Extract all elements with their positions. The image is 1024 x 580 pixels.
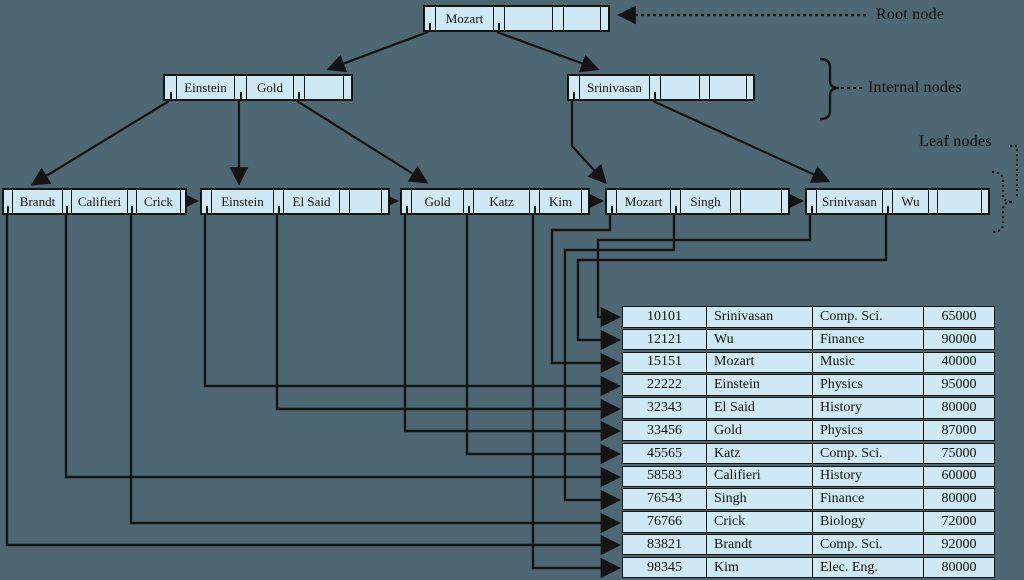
record-name: Kim — [707, 558, 813, 578]
pointer-cell — [181, 190, 185, 213]
root-node — [423, 5, 610, 32]
arrow-root-to-internal1 — [329, 32, 428, 69]
record-salary: 65000 — [941, 308, 977, 324]
pointer-tick — [611, 206, 613, 213]
pointer-cell — [235, 76, 247, 99]
leaf-node-gold — [400, 188, 590, 215]
pointer-cell — [807, 190, 817, 213]
arrow-internal2-to-leaf4 — [572, 101, 605, 182]
key-cell: Mozart — [617, 190, 671, 213]
pointer-tick — [278, 206, 280, 213]
record-dept: Comp. Sci. — [813, 307, 924, 327]
record-salary: 80000 — [941, 491, 977, 507]
record-id: 15151 — [623, 353, 707, 373]
record-row — [622, 511, 995, 533]
arrow-internal1-to-leaf3 — [297, 101, 426, 182]
record-row — [622, 352, 995, 374]
record-row — [622, 443, 995, 465]
pointer-cell — [582, 190, 588, 213]
record-salary: 75000 — [941, 445, 977, 461]
record-dept: Music — [813, 353, 924, 373]
record-name: El Said — [707, 398, 813, 418]
record-name: Brandt — [707, 535, 813, 555]
record-id: 83821 — [623, 535, 707, 555]
arrow-kim-record — [533, 215, 618, 568]
record-id: 45565 — [623, 444, 707, 464]
pointer-tick — [429, 23, 431, 30]
arrow-gold-record — [405, 215, 618, 431]
record-id: 12121 — [623, 330, 707, 350]
pointer-cell — [202, 190, 212, 213]
pointer-cell — [494, 7, 505, 30]
pointer-cell — [607, 190, 617, 213]
record-salary: 90000 — [941, 331, 977, 347]
pointer-tick — [811, 206, 813, 213]
leaf-node-srinivasan — [805, 188, 990, 215]
key-cell — [661, 76, 700, 99]
record-name: Crick — [707, 512, 813, 532]
pointer-cell — [464, 190, 474, 213]
record-row — [622, 466, 995, 488]
pointer-cell — [929, 190, 938, 213]
record-dept: Comp. Sci. — [813, 535, 924, 555]
key-cell: Gold — [412, 190, 464, 213]
record-id: 76543 — [623, 489, 707, 509]
key-cell: Kim — [540, 190, 582, 213]
record-row — [622, 488, 995, 510]
record-salary: 60000 — [941, 468, 977, 484]
record-row — [622, 397, 995, 419]
key-cell: El Said — [284, 190, 340, 213]
instructor-table — [622, 306, 995, 580]
pointer-tick — [206, 206, 208, 213]
pointer-cell — [530, 190, 540, 213]
pointer-cell — [700, 76, 710, 99]
pointer-cell — [165, 76, 177, 99]
pointer-tick — [170, 92, 172, 99]
record-salary: 87000 — [941, 422, 977, 438]
record-salary: 80000 — [941, 399, 977, 415]
record-row — [622, 306, 995, 328]
key-cell: Wu — [893, 190, 929, 213]
key-cell — [938, 190, 982, 213]
internal-nodes-label: Internal nodes — [868, 79, 962, 96]
pointer-cell — [294, 76, 305, 99]
record-salary: 40000 — [941, 354, 977, 370]
record-dept: Finance — [813, 489, 924, 509]
pointer-cell — [569, 76, 580, 99]
record-id: 98345 — [623, 558, 707, 578]
pointer-tick — [573, 92, 575, 99]
pointer-tick — [7, 206, 9, 213]
key-cell: Crick — [137, 190, 181, 213]
arrow-srinivasan-record — [598, 215, 810, 317]
pointer-tick — [406, 206, 408, 213]
key-cell: Einstein — [212, 190, 274, 213]
key-cell: Gold — [247, 76, 294, 99]
record-name: Einstein — [707, 375, 813, 395]
pointer-cell — [128, 190, 137, 213]
pointer-cell — [344, 76, 351, 99]
pointer-cell — [340, 190, 350, 213]
pointer-tick — [887, 206, 889, 213]
key-cell: Brandt — [13, 190, 63, 213]
arrow-elsaid-record — [277, 215, 618, 409]
internal-node-srinivasan — [567, 74, 755, 101]
record-name: Gold — [707, 421, 813, 441]
key-cell — [564, 7, 601, 30]
record-dept: Physics — [813, 421, 924, 441]
pointer-cell — [382, 190, 388, 213]
root-node-label: Root node — [876, 6, 945, 23]
leaf-nodes-label: Leaf nodes — [919, 133, 992, 150]
key-cell: Einstein — [177, 76, 235, 99]
leaf-node-brandt — [2, 188, 187, 215]
key-cell: Singh — [681, 190, 731, 213]
pointer-tick — [240, 92, 242, 99]
leaf-node-einstein — [200, 188, 390, 215]
record-dept: Finance — [813, 330, 924, 350]
record-name: Wu — [707, 330, 813, 350]
leaf-label-dash — [1010, 146, 1017, 196]
pointer-cell — [402, 190, 412, 213]
key-cell: Srinivasan — [817, 190, 883, 213]
key-cell — [305, 76, 344, 99]
pointer-tick — [675, 206, 677, 213]
pointer-cell — [782, 190, 788, 213]
record-id: 33456 — [623, 421, 707, 441]
record-row — [622, 374, 995, 396]
pointer-cell — [747, 76, 753, 99]
pointer-tick — [654, 92, 656, 99]
record-name: Srinivasan — [707, 307, 813, 327]
record-dept: History — [813, 467, 924, 487]
pointer-cell — [274, 190, 284, 213]
arrow-internal2-to-leaf5 — [653, 101, 828, 181]
record-dept: Comp. Sci. — [813, 444, 924, 464]
key-cell: Califieri — [72, 190, 128, 213]
record-name: Califieri — [707, 467, 813, 487]
arrow-einstein-record — [205, 215, 618, 386]
pointer-tick — [498, 23, 500, 30]
record-id: 10101 — [623, 307, 707, 327]
record-id: 58583 — [623, 467, 707, 487]
pointer-tick — [66, 206, 68, 213]
pointer-tick — [534, 206, 536, 213]
key-cell — [741, 190, 782, 213]
pointer-cell — [731, 190, 741, 213]
record-dept: Elec. Eng. — [813, 558, 924, 578]
record-name: Katz — [707, 444, 813, 464]
record-row — [622, 329, 995, 351]
key-cell: Katz — [474, 190, 530, 213]
internal-node-einstein-gold — [163, 74, 353, 101]
record-dept: Physics — [813, 375, 924, 395]
key-cell — [505, 7, 553, 30]
pointer-tick — [468, 206, 470, 213]
pointer-cell — [553, 7, 564, 30]
pointer-cell — [63, 190, 72, 213]
record-row — [622, 557, 995, 579]
record-salary: 95000 — [941, 377, 977, 393]
arrow-califieri-record — [66, 215, 618, 477]
pointer-cell — [982, 190, 988, 213]
key-cell — [350, 190, 382, 213]
record-dept: Biology — [813, 512, 924, 532]
arrow-internal1-to-leaf1 — [33, 101, 169, 184]
record-name: Singh — [707, 489, 813, 509]
record-id: 76766 — [623, 512, 707, 532]
pointer-cell — [4, 190, 13, 213]
record-salary: 80000 — [941, 559, 977, 575]
record-salary: 92000 — [941, 536, 977, 552]
arrow-root-to-internal2 — [497, 32, 597, 69]
pointer-tick — [131, 206, 133, 213]
record-salary: 72000 — [941, 513, 977, 529]
key-cell — [710, 76, 747, 99]
record-dept: History — [813, 398, 924, 418]
record-row — [622, 420, 995, 442]
key-cell: Mozart — [436, 7, 494, 30]
record-id: 22222 — [623, 375, 707, 395]
leaf-node-mozart — [605, 188, 790, 215]
record-name: Mozart — [707, 353, 813, 373]
pointer-cell — [671, 190, 681, 213]
arrow-brandt-record — [7, 215, 618, 545]
pointer-cell — [883, 190, 893, 213]
pointer-cell — [601, 7, 608, 30]
pointer-tick — [298, 92, 300, 99]
pointer-cell — [425, 7, 436, 30]
pointer-cell — [650, 76, 661, 99]
record-row — [622, 534, 995, 556]
internal-nodes-brace — [820, 59, 839, 119]
leaf-nodes-brace — [992, 172, 1013, 232]
record-id: 32343 — [623, 398, 707, 418]
key-cell: Srinivasan — [580, 76, 650, 99]
